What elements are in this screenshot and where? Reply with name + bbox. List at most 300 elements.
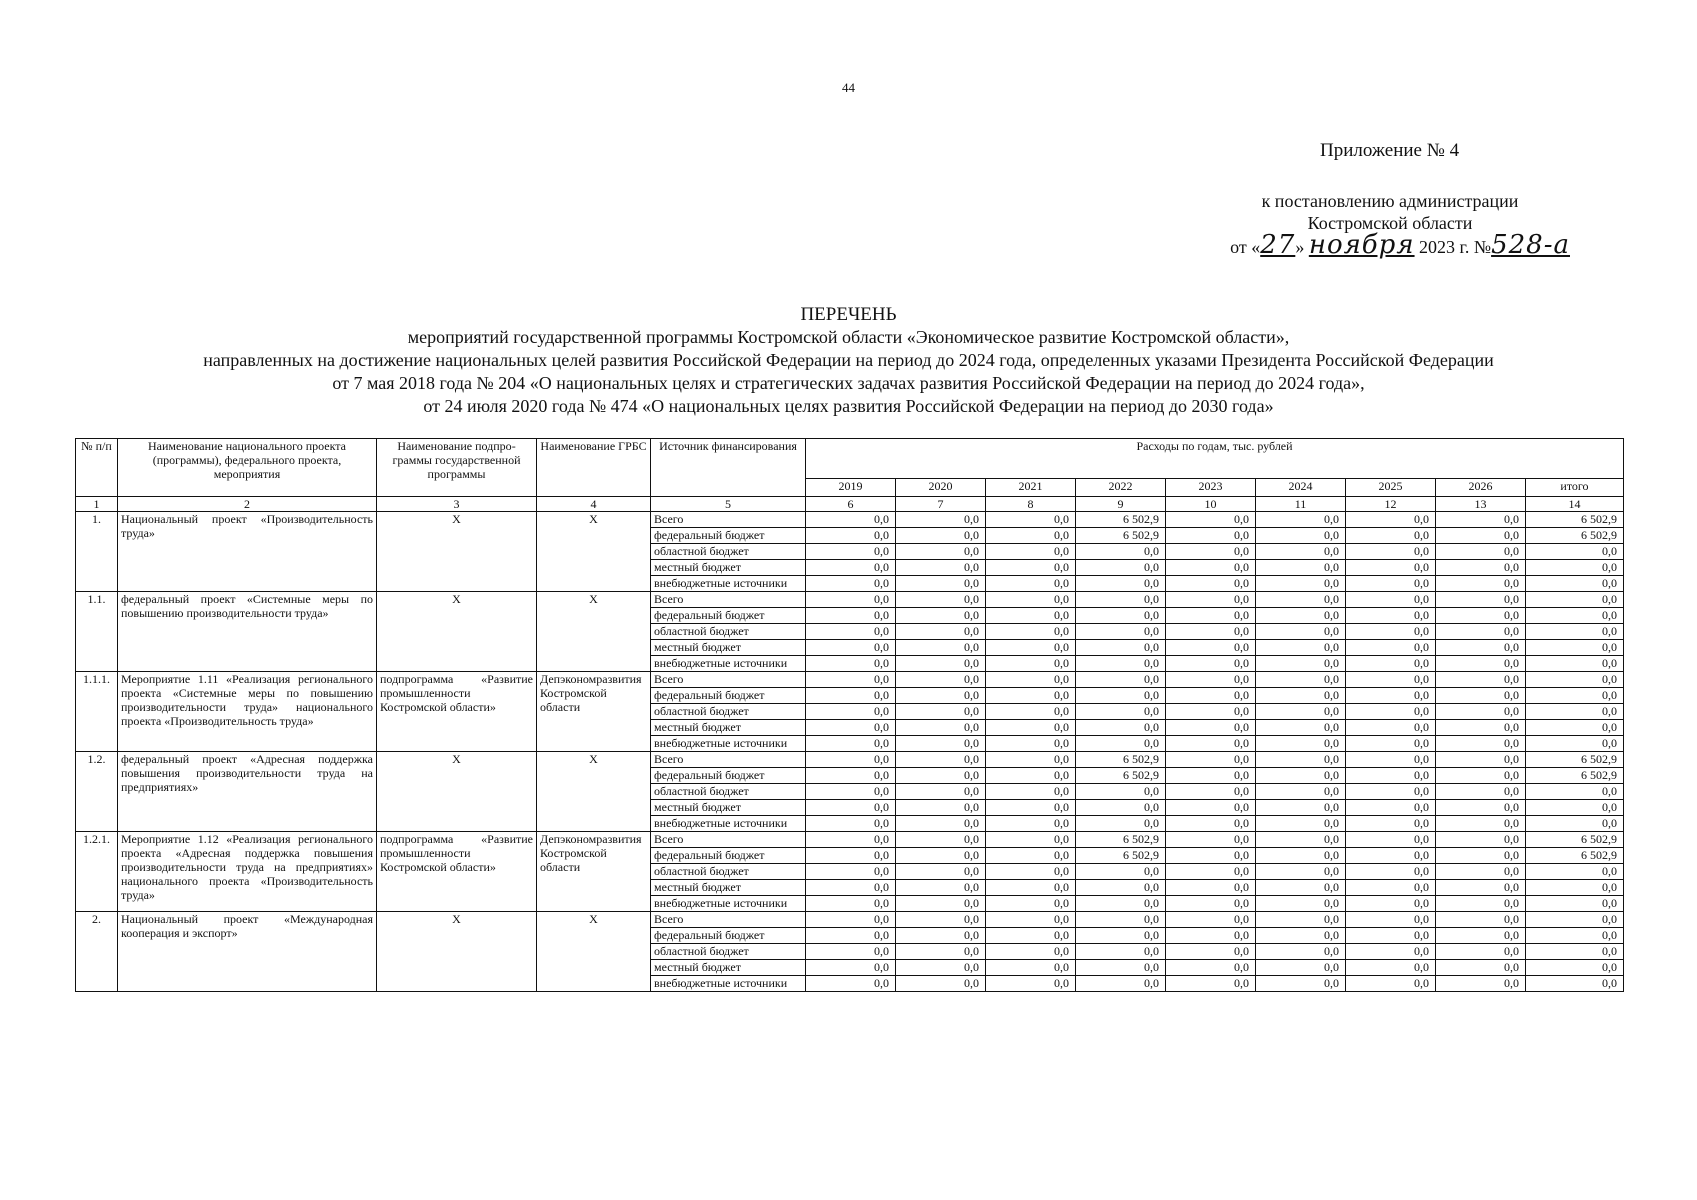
year-value-cell: 0,0	[1346, 624, 1436, 640]
column-number-cell: 9	[1076, 497, 1166, 512]
total-value-cell: 6 502,9	[1526, 512, 1624, 528]
year-value-cell: 0,0	[896, 832, 986, 848]
year-value-cell: 0,0	[806, 704, 896, 720]
year-value-cell: 0,0	[1166, 912, 1256, 928]
item-name-cell: Мероприятие 1.12 «Реализация регионального проекта «Адресная поддержка повышения производительности труда на предприятиях» национального проекта «Производительность труда»	[118, 832, 377, 912]
total-value-cell: 0,0	[1526, 576, 1624, 592]
year-value-cell: 0,0	[1256, 736, 1346, 752]
year-value-cell: 0,0	[806, 944, 896, 960]
year-value-cell: 0,0	[1256, 832, 1346, 848]
total-value-cell: 0,0	[1526, 720, 1624, 736]
year-value-cell: 0,0	[806, 720, 896, 736]
year-value-cell: 0,0	[1076, 672, 1166, 688]
year-value-cell: 0,0	[1256, 896, 1346, 912]
year-value-cell: 0,0	[1076, 976, 1166, 992]
year-value-cell: 0,0	[896, 544, 986, 560]
decree-line-1: к постановлению администрации	[1261, 191, 1519, 211]
year-value-cell: 0,0	[986, 912, 1076, 928]
total-value-cell: 0,0	[1526, 896, 1624, 912]
year-value-cell: 0,0	[986, 672, 1076, 688]
item-number-cell: 1.2.	[76, 752, 118, 832]
year-value-cell: 0,0	[1256, 976, 1346, 992]
year-value-cell: 0,0	[806, 544, 896, 560]
year-value-cell: 0,0	[1256, 688, 1346, 704]
year-value-cell: 0,0	[1346, 576, 1436, 592]
year-value-cell: 0,0	[1076, 656, 1166, 672]
year-value-cell: 0,0	[1346, 640, 1436, 656]
column-number-cell: 4	[537, 497, 651, 512]
year-value-cell: 0,0	[986, 976, 1076, 992]
year-value-cell: 0,0	[896, 624, 986, 640]
year-value-cell: 0,0	[1166, 656, 1256, 672]
year-value-cell: 0,0	[986, 560, 1076, 576]
year-value-cell: 0,0	[1166, 528, 1256, 544]
year-value-cell: 0,0	[986, 528, 1076, 544]
table-row	[76, 752, 1624, 768]
year-value-cell: 0,0	[806, 976, 896, 992]
year-value-cell: 0,0	[1436, 880, 1526, 896]
year-value-cell: 0,0	[1436, 624, 1526, 640]
year-value-cell: 0,0	[986, 864, 1076, 880]
subprogram-cell: X	[377, 912, 537, 992]
year-value-cell: 0,0	[806, 528, 896, 544]
title-line: направленных на достижение национальных целей развития Российской Федерации на период до 2024 года, определенных указами Президента Российской Федерации	[203, 350, 1494, 370]
table-row	[76, 912, 1624, 928]
year-value-cell: 6 502,9	[1076, 528, 1166, 544]
year-value-cell: 0,0	[1256, 624, 1346, 640]
year-value-cell: 0,0	[1076, 720, 1166, 736]
year-value-cell: 0,0	[896, 768, 986, 784]
title-line: от 7 мая 2018 года № 204 «О национальных целях и стратегических задачах развития Российской Федерации на период до 2024 года»,	[332, 373, 1365, 393]
year-value-cell: 0,0	[806, 592, 896, 608]
year-value-cell: 0,0	[1436, 976, 1526, 992]
year-value-cell: 0,0	[1346, 960, 1436, 976]
year-value-cell: 0,0	[1166, 800, 1256, 816]
year-value-cell: 0,0	[1436, 704, 1526, 720]
title-line: от 24 июля 2020 года № 474 «О национальных целях развития Российской Федерации на период до 2030 года»	[423, 396, 1274, 416]
year-value-cell: 0,0	[896, 592, 986, 608]
year-value-cell: 0,0	[896, 928, 986, 944]
year-value-cell: 0,0	[986, 752, 1076, 768]
year-value-cell: 0,0	[1166, 768, 1256, 784]
table-row	[76, 672, 1624, 688]
subprogram-cell: подпрограмма «Развитие промышленности Костромской области»	[377, 672, 537, 752]
year-value-cell: 0,0	[1166, 752, 1256, 768]
total-value-cell: 6 502,9	[1526, 752, 1624, 768]
year-value-cell: 0,0	[806, 896, 896, 912]
year-value-cell: 0,0	[1166, 512, 1256, 528]
year-value-cell: 0,0	[986, 656, 1076, 672]
funding-source-cell: областной бюджет	[651, 544, 806, 560]
year-value-cell: 0,0	[1346, 592, 1436, 608]
year-value-cell: 0,0	[806, 560, 896, 576]
title-line: мероприятий государственной программы Костромской области «Экономическое развитие Костромской области»,	[407, 327, 1290, 347]
measures-table	[75, 438, 1624, 992]
grbs-cell: X	[537, 512, 651, 592]
year-value-cell: 0,0	[896, 816, 986, 832]
header-year: 2019	[806, 479, 896, 497]
year-value-cell: 0,0	[1166, 736, 1256, 752]
year-value-cell: 0,0	[986, 640, 1076, 656]
funding-source-cell: Всего	[651, 832, 806, 848]
funding-source-cell: Всего	[651, 912, 806, 928]
year-value-cell: 0,0	[986, 896, 1076, 912]
year-value-cell: 0,0	[806, 784, 896, 800]
year-value-cell: 0,0	[1166, 560, 1256, 576]
year-value-cell: 0,0	[1076, 880, 1166, 896]
year-value-cell: 0,0	[1076, 592, 1166, 608]
header-total: итого	[1526, 479, 1624, 497]
year-value-cell: 0,0	[1346, 752, 1436, 768]
column-number-cell: 2	[118, 497, 377, 512]
total-value-cell: 6 502,9	[1526, 768, 1624, 784]
year-value-cell: 0,0	[1346, 528, 1436, 544]
funding-source-cell: Всего	[651, 752, 806, 768]
year-value-cell: 0,0	[806, 928, 896, 944]
year-value-cell: 0,0	[806, 800, 896, 816]
year-value-cell: 0,0	[806, 816, 896, 832]
year-value-cell: 0,0	[1256, 864, 1346, 880]
year-value-cell: 0,0	[1166, 896, 1256, 912]
item-number-cell: 1.	[76, 512, 118, 592]
total-value-cell: 0,0	[1526, 544, 1624, 560]
funding-source-cell: Всего	[651, 512, 806, 528]
year-value-cell: 0,0	[1166, 864, 1256, 880]
year-value-cell: 0,0	[1256, 912, 1346, 928]
year-value-cell: 0,0	[896, 576, 986, 592]
year-value-cell: 0,0	[1166, 784, 1256, 800]
subprogram-cell: X	[377, 512, 537, 592]
funding-source-cell: местный бюджет	[651, 720, 806, 736]
year-value-cell: 0,0	[1436, 512, 1526, 528]
funding-source-cell: областной бюджет	[651, 944, 806, 960]
column-number-cell: 14	[1526, 497, 1624, 512]
year-value-cell: 0,0	[1076, 704, 1166, 720]
total-value-cell: 6 502,9	[1526, 848, 1624, 864]
total-value-cell: 0,0	[1526, 704, 1624, 720]
total-value-cell: 0,0	[1526, 864, 1624, 880]
year-value-cell: 0,0	[896, 672, 986, 688]
year-value-cell: 0,0	[1256, 656, 1346, 672]
year-value-cell: 0,0	[986, 544, 1076, 560]
year-value-cell: 0,0	[806, 864, 896, 880]
subprogram-cell: X	[377, 752, 537, 832]
header-year: 2021	[986, 479, 1076, 497]
year-value-cell: 0,0	[986, 928, 1076, 944]
year-value-cell: 0,0	[1346, 704, 1436, 720]
column-number-cell: 3	[377, 497, 537, 512]
year-value-cell: 0,0	[1346, 912, 1436, 928]
total-value-cell: 0,0	[1526, 560, 1624, 576]
year-value-cell: 0,0	[1436, 816, 1526, 832]
year-value-cell: 0,0	[986, 592, 1076, 608]
year-value-cell: 0,0	[806, 960, 896, 976]
grbs-cell: Депэкономразвития Костромской области	[537, 832, 651, 912]
total-value-cell: 0,0	[1526, 736, 1624, 752]
year-value-cell: 0,0	[896, 560, 986, 576]
year-value-cell: 0,0	[896, 784, 986, 800]
year-value-cell: 0,0	[1256, 592, 1346, 608]
year-value-cell: 0,0	[1256, 928, 1346, 944]
year-value-cell: 0,0	[1436, 928, 1526, 944]
year-value-cell: 0,0	[896, 800, 986, 816]
total-value-cell: 0,0	[1526, 880, 1624, 896]
year-value-cell: 0,0	[1346, 848, 1436, 864]
year-value-cell: 0,0	[1256, 560, 1346, 576]
year-value-cell: 0,0	[986, 576, 1076, 592]
year-value-cell: 0,0	[1076, 624, 1166, 640]
year-value-cell: 0,0	[1076, 688, 1166, 704]
total-value-cell: 0,0	[1526, 912, 1624, 928]
header-subprogram: Наименование подпрограммы государственной программы	[377, 439, 537, 497]
header-year: 2023	[1166, 479, 1256, 497]
grbs-cell: X	[537, 912, 651, 992]
column-number-cell: 6	[806, 497, 896, 512]
total-value-cell: 0,0	[1526, 672, 1624, 688]
year-value-cell: 0,0	[1076, 944, 1166, 960]
funding-source-cell: областной бюджет	[651, 704, 806, 720]
total-value-cell: 0,0	[1526, 976, 1624, 992]
year-value-cell: 0,0	[1436, 784, 1526, 800]
year-value-cell: 0,0	[1076, 608, 1166, 624]
year-value-cell: 6 502,9	[1076, 832, 1166, 848]
year-value-cell: 0,0	[1346, 880, 1436, 896]
year-value-cell: 0,0	[1346, 784, 1436, 800]
column-number-cell: 5	[651, 497, 806, 512]
year-value-cell: 0,0	[896, 512, 986, 528]
decree-reference	[1200, 190, 1580, 258]
year-value-cell: 0,0	[896, 656, 986, 672]
funding-source-cell: местный бюджет	[651, 560, 806, 576]
funding-source-cell: внебюджетные источники	[651, 736, 806, 752]
year-value-cell: 0,0	[1166, 880, 1256, 896]
year-value-cell: 0,0	[1166, 928, 1256, 944]
year-value-cell: 0,0	[896, 848, 986, 864]
year-value-cell: 0,0	[1256, 768, 1346, 784]
funding-source-cell: внебюджетные источники	[651, 816, 806, 832]
date-prefix: от «	[1230, 237, 1261, 257]
year-value-cell: 0,0	[1436, 576, 1526, 592]
year-value-cell: 0,0	[1166, 704, 1256, 720]
year-value-cell: 0,0	[1436, 672, 1526, 688]
year-value-cell: 0,0	[806, 576, 896, 592]
year-value-cell: 0,0	[1436, 912, 1526, 928]
decree-line-2: Костромской области	[1307, 213, 1473, 233]
year-value-cell: 0,0	[896, 688, 986, 704]
year-value-cell: 0,0	[806, 624, 896, 640]
year-value-cell: 0,0	[986, 608, 1076, 624]
year-value-cell: 0,0	[1346, 944, 1436, 960]
handwritten-month: ноября	[1308, 230, 1415, 260]
header-grbs: Наименование ГРБС	[537, 439, 651, 497]
year-value-cell: 0,0	[1256, 608, 1346, 624]
year-value-cell: 0,0	[1436, 528, 1526, 544]
header-year: 2025	[1346, 479, 1436, 497]
total-value-cell: 6 502,9	[1526, 832, 1624, 848]
year-value-cell: 0,0	[806, 736, 896, 752]
subprogram-cell: подпрограмма «Развитие промышленности Костромской области»	[377, 832, 537, 912]
year-value-cell: 0,0	[1076, 784, 1166, 800]
year-value-cell: 0,0	[986, 816, 1076, 832]
total-value-cell: 0,0	[1526, 624, 1624, 640]
funding-source-cell: Всего	[651, 672, 806, 688]
year-value-cell: 0,0	[1436, 848, 1526, 864]
funding-source-cell: Всего	[651, 592, 806, 608]
year-value-cell: 0,0	[1166, 672, 1256, 688]
year-value-cell: 0,0	[1346, 544, 1436, 560]
year-value-cell: 0,0	[1256, 640, 1346, 656]
year-value-cell: 0,0	[1436, 944, 1526, 960]
year-value-cell: 0,0	[1076, 560, 1166, 576]
funding-source-cell: областной бюджет	[651, 624, 806, 640]
header-name: Наименование национального проекта (программы), федерального проекта, мероприятия	[118, 439, 377, 497]
year-value-cell: 0,0	[806, 912, 896, 928]
year-value-cell: 0,0	[896, 736, 986, 752]
year-value-cell: 0,0	[986, 704, 1076, 720]
year-value-cell: 6 502,9	[1076, 752, 1166, 768]
grbs-cell: X	[537, 752, 651, 832]
header-expenses: Расходы по годам, тыс. рублей	[806, 439, 1624, 479]
year-value-cell: 0,0	[1076, 864, 1166, 880]
year-value-cell: 0,0	[1346, 736, 1436, 752]
year-value-cell: 0,0	[1436, 768, 1526, 784]
year-value-cell: 0,0	[1436, 832, 1526, 848]
year-value-cell: 0,0	[806, 848, 896, 864]
year-value-cell: 0,0	[1256, 752, 1346, 768]
total-value-cell: 0,0	[1526, 784, 1624, 800]
funding-source-cell: местный бюджет	[651, 640, 806, 656]
year-value-cell: 0,0	[806, 688, 896, 704]
year-value-cell: 0,0	[1346, 672, 1436, 688]
year-value-cell: 0,0	[1436, 960, 1526, 976]
table-row	[76, 592, 1624, 608]
header-no: № п/п	[76, 439, 118, 497]
year-value-cell: 0,0	[986, 720, 1076, 736]
funding-source-cell: федеральный бюджет	[651, 848, 806, 864]
total-value-cell: 6 502,9	[1526, 528, 1624, 544]
year-value-cell: 0,0	[1346, 720, 1436, 736]
header-source: Источник финансирования	[651, 439, 806, 497]
decree-date-line	[1200, 230, 1580, 260]
year-value-cell: 0,0	[1166, 720, 1256, 736]
grbs-cell: Депэкономразвития Костромской области	[537, 672, 651, 752]
year-value-cell: 0,0	[1436, 800, 1526, 816]
column-number-cell: 7	[896, 497, 986, 512]
total-value-cell: 0,0	[1526, 688, 1624, 704]
year-value-cell: 0,0	[1346, 800, 1436, 816]
year-value-cell: 0,0	[1436, 896, 1526, 912]
year-value-cell: 0,0	[986, 848, 1076, 864]
document-heading: ПЕРЕЧЕНЬ	[800, 304, 897, 325]
year-value-cell: 0,0	[1346, 976, 1436, 992]
year-value-cell: 0,0	[1256, 512, 1346, 528]
year-value-cell: 0,0	[1346, 608, 1436, 624]
year-value-cell: 0,0	[896, 880, 986, 896]
year-value-cell: 0,0	[896, 640, 986, 656]
page-number: 44	[842, 80, 855, 95]
year-value-cell: 0,0	[1346, 816, 1436, 832]
column-number-row	[76, 497, 1624, 512]
item-name-cell: Национальный проект «Международная кооперация и экспорт»	[118, 912, 377, 992]
year-value-cell: 0,0	[1166, 640, 1256, 656]
year-value-cell: 0,0	[986, 736, 1076, 752]
header-year: 2022	[1076, 479, 1166, 497]
item-name-cell: федеральный проект «Системные меры по повышению производительности труда»	[118, 592, 377, 672]
year-value-cell: 0,0	[1076, 800, 1166, 816]
year-value-cell: 0,0	[1076, 544, 1166, 560]
year-value-cell: 0,0	[896, 752, 986, 768]
funding-source-cell: местный бюджет	[651, 880, 806, 896]
year-value-cell: 0,0	[1166, 608, 1256, 624]
funding-source-cell: федеральный бюджет	[651, 528, 806, 544]
funding-source-cell: местный бюджет	[651, 960, 806, 976]
year-value-cell: 0,0	[806, 832, 896, 848]
year-value-cell: 0,0	[986, 624, 1076, 640]
year-value-cell: 0,0	[1256, 816, 1346, 832]
item-name-cell: Мероприятие 1.11 «Реализация регионального проекта «Системные меры по повышению производительности труда» национального проекта «Производительность труда»	[118, 672, 377, 752]
year-value-cell: 0,0	[986, 688, 1076, 704]
header-year: 2020	[896, 479, 986, 497]
column-number-cell: 10	[1166, 497, 1256, 512]
year-value-cell: 0,0	[896, 528, 986, 544]
year-value-cell: 0,0	[1076, 816, 1166, 832]
year-value-cell: 0,0	[1076, 928, 1166, 944]
handwritten-number: 528-а	[1491, 230, 1570, 260]
year-value-cell: 0,0	[896, 896, 986, 912]
total-value-cell: 0,0	[1526, 928, 1624, 944]
year-value-cell: 0,0	[1436, 736, 1526, 752]
year-value-cell: 0,0	[806, 768, 896, 784]
year-value-cell: 0,0	[1076, 576, 1166, 592]
funding-source-cell: федеральный бюджет	[651, 768, 806, 784]
year-value-cell: 0,0	[1256, 544, 1346, 560]
year-value-cell: 0,0	[896, 720, 986, 736]
total-value-cell: 0,0	[1526, 816, 1624, 832]
year-value-cell: 0,0	[1436, 688, 1526, 704]
total-value-cell: 0,0	[1526, 944, 1624, 960]
item-number-cell: 1.1.	[76, 592, 118, 672]
handwritten-day: 27	[1260, 230, 1296, 260]
year-value-cell: 0,0	[1256, 800, 1346, 816]
year-value-cell: 0,0	[1346, 896, 1436, 912]
year-value-cell: 0,0	[806, 640, 896, 656]
total-value-cell: 0,0	[1526, 592, 1624, 608]
total-value-cell: 0,0	[1526, 800, 1624, 816]
document-title-block	[0, 303, 1697, 418]
item-number-cell: 2.	[76, 912, 118, 992]
funding-source-cell: внебюджетные источники	[651, 976, 806, 992]
item-number-cell: 1.2.1.	[76, 832, 118, 912]
year-value-cell: 0,0	[1166, 688, 1256, 704]
total-value-cell: 0,0	[1526, 960, 1624, 976]
funding-source-cell: местный бюджет	[651, 800, 806, 816]
year-value-cell: 0,0	[1436, 656, 1526, 672]
column-number-cell: 8	[986, 497, 1076, 512]
year-value-cell: 0,0	[986, 832, 1076, 848]
year-value-cell: 0,0	[1346, 512, 1436, 528]
year-value-cell: 0,0	[986, 960, 1076, 976]
date-mid: »	[1295, 237, 1305, 257]
item-name-cell: Национальный проект «Производительность труда»	[118, 512, 377, 592]
total-value-cell: 0,0	[1526, 656, 1624, 672]
column-number-cell: 1	[76, 497, 118, 512]
year-value-cell: 0,0	[986, 768, 1076, 784]
funding-source-cell: федеральный бюджет	[651, 688, 806, 704]
column-number-cell: 11	[1256, 497, 1346, 512]
year-value-cell: 0,0	[1346, 560, 1436, 576]
year-value-cell: 0,0	[986, 800, 1076, 816]
year-value-cell: 0,0	[1166, 976, 1256, 992]
